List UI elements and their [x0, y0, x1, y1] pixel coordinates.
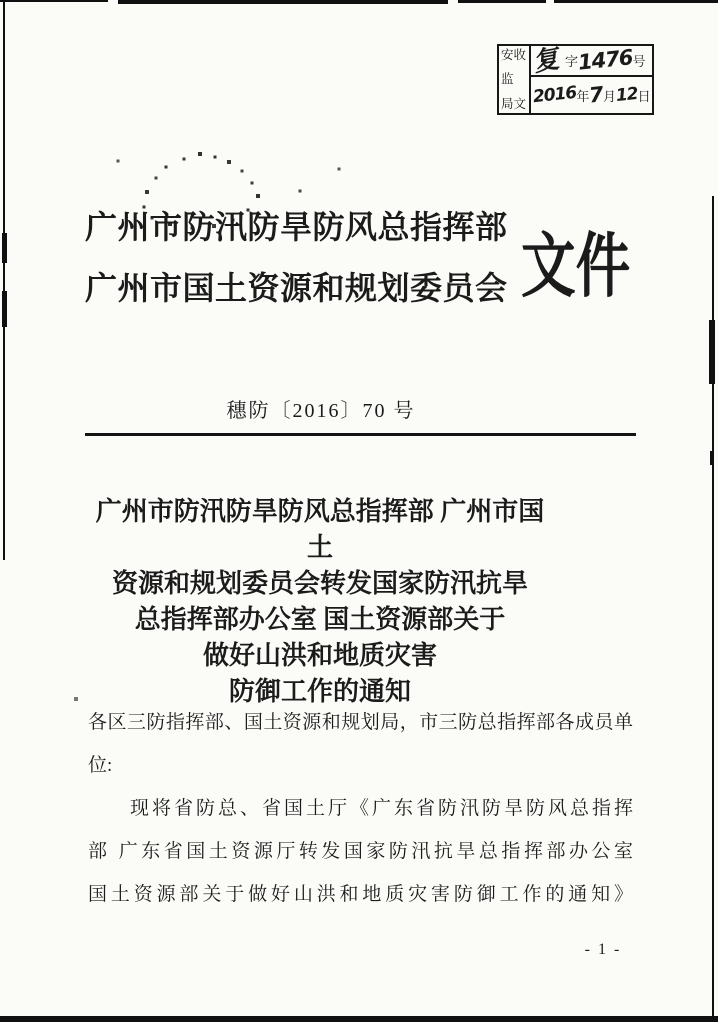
scan-edge-top-segment [0, 0, 108, 2]
receipt-stamp-date-row [531, 77, 652, 113]
title-line: 资源和规划委员会转发国家防汛抗旱 [111, 569, 528, 598]
title-line: 总指挥部办公室 国土资源部关于 [134, 605, 506, 634]
scan-edge-left-line [3, 0, 5, 560]
handwritten-year: 2016 [532, 82, 578, 107]
doc-type-word: 文件 [521, 229, 631, 306]
scan-edge-left-blob [2, 291, 7, 327]
letterhead-rule [85, 433, 636, 436]
receipt-stamp-fields [530, 43, 652, 113]
title-line: 广州市防汛防旱防风总指挥部 广州市国土 [95, 497, 545, 562]
stamp-printed-month: 月 [602, 88, 616, 104]
stamp-label-line: 监 [501, 72, 514, 87]
stamp-printed-year: 年 [576, 88, 590, 104]
scan-edge-top-segment [458, 0, 546, 3]
handwritten-doc-number: 1476 [576, 45, 634, 75]
doc-number: 穗防〔2016〕70 号 [226, 400, 416, 422]
org-name-line-1: 广州市防汛防旱防风总指挥部 [85, 209, 508, 245]
document-title [85, 494, 555, 710]
body-line: 现将省防总、省国土厅《广东省防汛防旱防风总指挥 [130, 798, 633, 819]
handwritten-day: 12 [614, 83, 639, 106]
document-body [88, 701, 633, 916]
receipt-stamp-register-label [499, 46, 531, 113]
stamp-printed-zi: 字 [565, 54, 579, 69]
page-number: - 1 - [584, 941, 622, 958]
scan-edge-left-blob [2, 233, 7, 263]
scan-noise-specks [0, 0, 2, 2]
stamp-printed-day: 日 [637, 88, 651, 104]
scan-edge-right-blob [710, 451, 714, 465]
body-line: 位: [88, 755, 113, 776]
receipt-stamp-doc-no-row [530, 43, 652, 78]
receipt-stamp-box [497, 44, 654, 115]
scan-edge-right-blob [709, 320, 715, 384]
handwritten-doc-type: 复 [530, 43, 562, 78]
scan-edge-right-line [712, 196, 714, 1016]
scan-edge-top-segment [554, 0, 718, 3]
stamp-label-line: 安收 [501, 48, 527, 62]
body-line: 部 广东省国土资源厅转发国家防汛抗旱总指挥部办公室 [88, 841, 633, 862]
org-name-line-2: 广州市国土资源和规划委员会 [85, 270, 508, 306]
title-line: 防御工作的通知 [228, 677, 411, 706]
body-line: 国土资源部关于做好山洪和地质灾害防御工作的通知》 [88, 884, 633, 905]
scan-edge-bottom-bar [0, 1016, 718, 1022]
scan-edge-top-segment [118, 0, 448, 4]
handwritten-month: 7 [588, 81, 605, 108]
stamp-printed-hao: 号 [632, 54, 646, 69]
title-line: 做好山洪和地质灾害 [202, 641, 437, 670]
stamp-label-line: 局文 [501, 96, 527, 111]
body-line: 各区三防指挥部、国土资源和规划局，市三防总指挥部各成员单 [88, 712, 633, 733]
